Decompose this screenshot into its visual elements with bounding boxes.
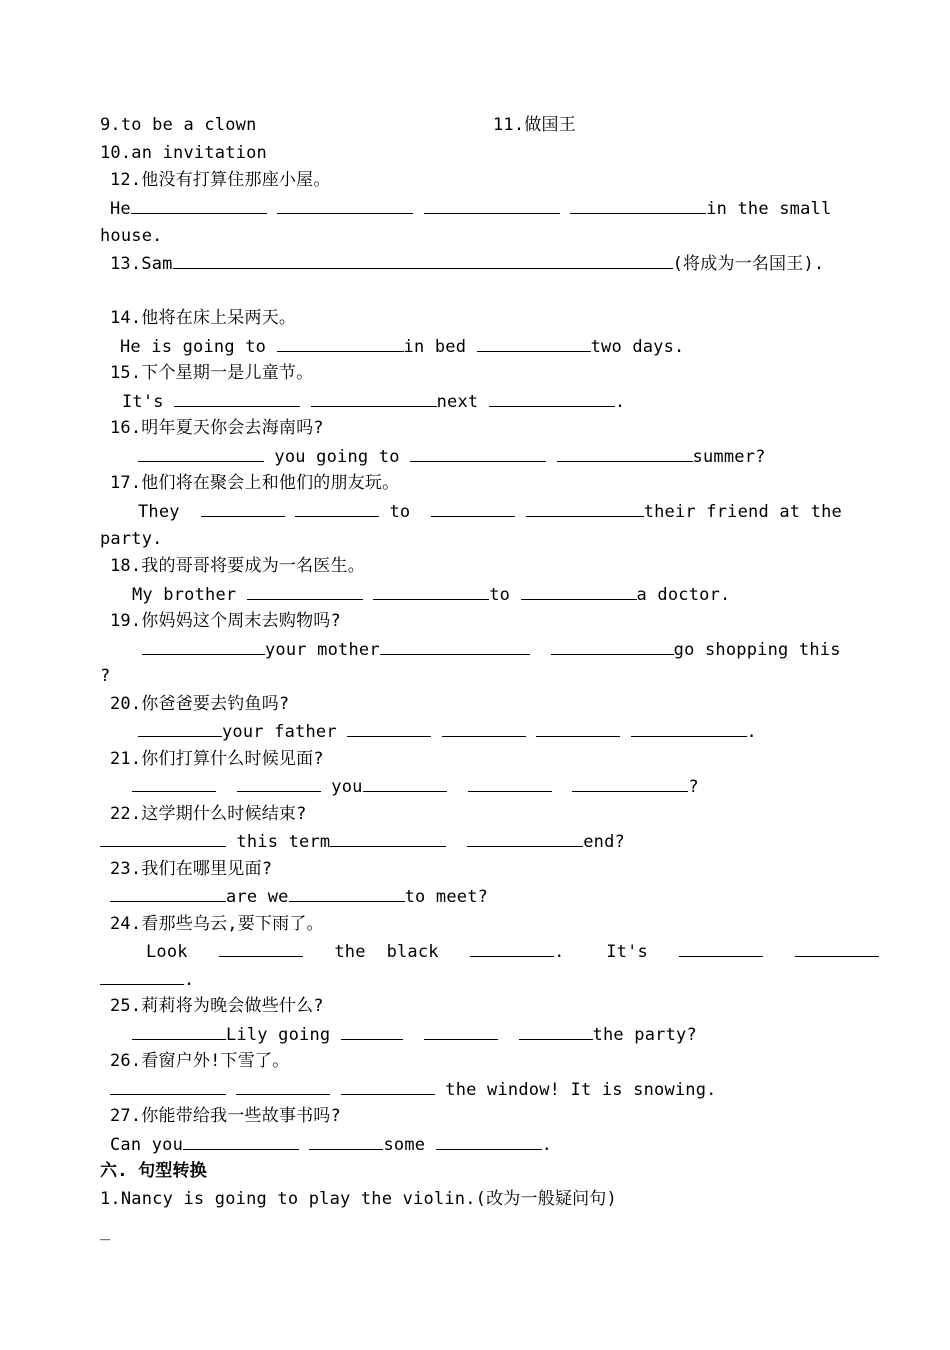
text: your father (222, 722, 348, 742)
question-14: 14.他将在床上呆两天。 (110, 308, 297, 328)
answer-14 (120, 335, 685, 358)
blank[interactable] (174, 390, 300, 407)
blank[interactable] (363, 775, 447, 792)
blank[interactable] (519, 1023, 593, 1040)
text: Can you (110, 1135, 184, 1155)
blank[interactable] (201, 500, 285, 517)
text: ? (688, 777, 699, 797)
question-25: 25.莉莉将为晚会做些什么? (110, 996, 324, 1016)
answer-25 (132, 1023, 697, 1046)
blank[interactable] (431, 500, 515, 517)
answer-27 (110, 1133, 552, 1156)
text: some (383, 1135, 436, 1155)
text: summer? (692, 447, 766, 467)
text: black (386, 942, 439, 962)
blank[interactable] (100, 830, 226, 847)
sentence-1-blank[interactable]: _ (100, 1221, 111, 1241)
item-9: 9.to be a clown (100, 115, 257, 135)
question-24: 24.看那些乌云,要下雨了。 (110, 914, 324, 934)
text: He is going to (120, 337, 277, 357)
blank[interactable] (436, 1133, 542, 1150)
blank[interactable] (470, 940, 554, 957)
section-6-heading: 六. 句型转换 (100, 1161, 207, 1181)
blank[interactable] (131, 197, 267, 214)
blank[interactable] (341, 1078, 435, 1095)
blank[interactable] (295, 500, 379, 517)
blank[interactable] (380, 638, 530, 655)
blank[interactable] (526, 500, 644, 517)
question-17: 17.他们将在聚会上和他们的朋友玩。 (110, 473, 400, 493)
blank[interactable] (679, 940, 763, 957)
blank[interactable] (489, 390, 615, 407)
blank[interactable] (183, 1133, 299, 1150)
text: to (489, 585, 521, 605)
blank[interactable] (138, 445, 264, 462)
blank[interactable] (536, 720, 620, 737)
text: you (320, 777, 363, 797)
text: in the small (706, 199, 832, 219)
text: the (334, 942, 366, 962)
blank[interactable] (521, 583, 637, 600)
blank[interactable] (477, 335, 591, 352)
text: . (614, 392, 626, 412)
text: They (138, 502, 191, 522)
blank[interactable] (132, 775, 216, 792)
text: a doctor. (636, 585, 731, 605)
text: in bed (403, 337, 477, 357)
answer-17 (138, 500, 842, 523)
blank[interactable] (247, 583, 363, 600)
text: . (184, 970, 195, 990)
blank[interactable] (311, 390, 437, 407)
blank[interactable] (410, 445, 546, 462)
answer-17-cont: party. (100, 529, 163, 549)
blank[interactable] (110, 885, 226, 902)
question-12: 12.他没有打算住那座小屋。 (110, 170, 331, 190)
text: end? (583, 832, 625, 852)
blank[interactable] (277, 197, 413, 214)
blank[interactable] (330, 830, 446, 847)
text: It's (606, 942, 648, 962)
question-15: 15.下个星期一是儿童节。 (110, 363, 314, 383)
blank[interactable] (347, 720, 431, 737)
text: . (746, 722, 757, 742)
question-13 (110, 252, 824, 275)
blank[interactable] (341, 1023, 403, 1040)
answer-20 (138, 720, 757, 743)
question-23: 23.我们在哪里见面? (110, 859, 273, 879)
blank[interactable] (142, 638, 265, 655)
answer-19 (142, 638, 841, 661)
blank[interactable] (236, 1078, 330, 1095)
text: two days. (590, 337, 685, 357)
text: 13.Sam (110, 254, 173, 274)
text: are we (226, 887, 289, 907)
answer-12-cont: house. (100, 226, 163, 246)
blank[interactable] (424, 1023, 498, 1040)
blank[interactable] (138, 720, 222, 737)
text: Look (146, 942, 188, 962)
blank[interactable] (100, 968, 184, 985)
answer-16 (138, 445, 766, 468)
text: your mother (265, 640, 380, 660)
answer-23 (110, 885, 488, 908)
text: go shopping this (673, 640, 841, 660)
answer-22 (100, 830, 625, 853)
blank[interactable] (219, 940, 303, 957)
item-10: 10.an invitation (100, 143, 267, 163)
blank[interactable] (551, 638, 674, 655)
blank[interactable] (373, 583, 489, 600)
text: this term (226, 832, 331, 852)
text: . (541, 1135, 553, 1155)
blank[interactable] (309, 1133, 383, 1150)
blank[interactable] (277, 335, 404, 352)
text: My brother (132, 585, 247, 605)
text: It's (122, 392, 175, 412)
blank[interactable] (631, 720, 747, 737)
blank[interactable] (795, 940, 879, 957)
blank[interactable] (289, 885, 405, 902)
blank[interactable] (173, 252, 673, 269)
question-22: 22.这学期什么时候结束? (110, 804, 307, 824)
blank[interactable] (110, 1078, 226, 1095)
answer-21 (132, 775, 699, 798)
text: the party? (592, 1025, 697, 1045)
question-27: 27.你能带给我一些故事书吗? (110, 1106, 341, 1126)
blank[interactable] (468, 775, 552, 792)
answer-18 (132, 583, 730, 606)
answer-26 (110, 1078, 717, 1101)
question-18: 18.我的哥哥将要成为一名医生。 (110, 556, 365, 576)
blank[interactable] (237, 775, 321, 792)
answer-12 (110, 197, 831, 220)
blank[interactable] (442, 720, 526, 737)
text: Lily going (226, 1025, 341, 1045)
text: you going to (264, 447, 411, 467)
answer-15 (122, 390, 625, 413)
text: . (554, 942, 565, 962)
answer-24-cont (100, 968, 194, 991)
text: He (110, 199, 131, 219)
item-11: 11.做国王 (493, 115, 576, 135)
text: their friend at the (643, 502, 842, 522)
text: to (379, 502, 421, 522)
question-21: 21.你们打算什么时候见面? (110, 749, 324, 769)
blank[interactable] (572, 775, 688, 792)
question-26: 26.看窗户外!下雪了。 (110, 1051, 290, 1071)
question-20: 20.你爸爸要去钓鱼吗? (110, 694, 290, 714)
blank[interactable] (132, 1023, 226, 1040)
question-16: 16.明年夏天你会去海南吗? (110, 418, 324, 438)
blank[interactable] (467, 830, 583, 847)
blank[interactable] (557, 445, 693, 462)
answer-24 (146, 940, 879, 963)
sentence-1: 1.Nancy is going to play the violin.(改为一般疑问句) (100, 1189, 617, 1209)
blank[interactable] (570, 197, 706, 214)
text: the window! It is snowing. (434, 1080, 717, 1100)
blank[interactable] (424, 197, 560, 214)
text: to meet? (404, 887, 489, 907)
text: (将成为一名国王). (672, 254, 825, 274)
text: next (436, 392, 489, 412)
question-19: 19.你妈妈这个周末去购物吗? (110, 611, 341, 631)
answer-19-cont: ? (100, 666, 111, 686)
